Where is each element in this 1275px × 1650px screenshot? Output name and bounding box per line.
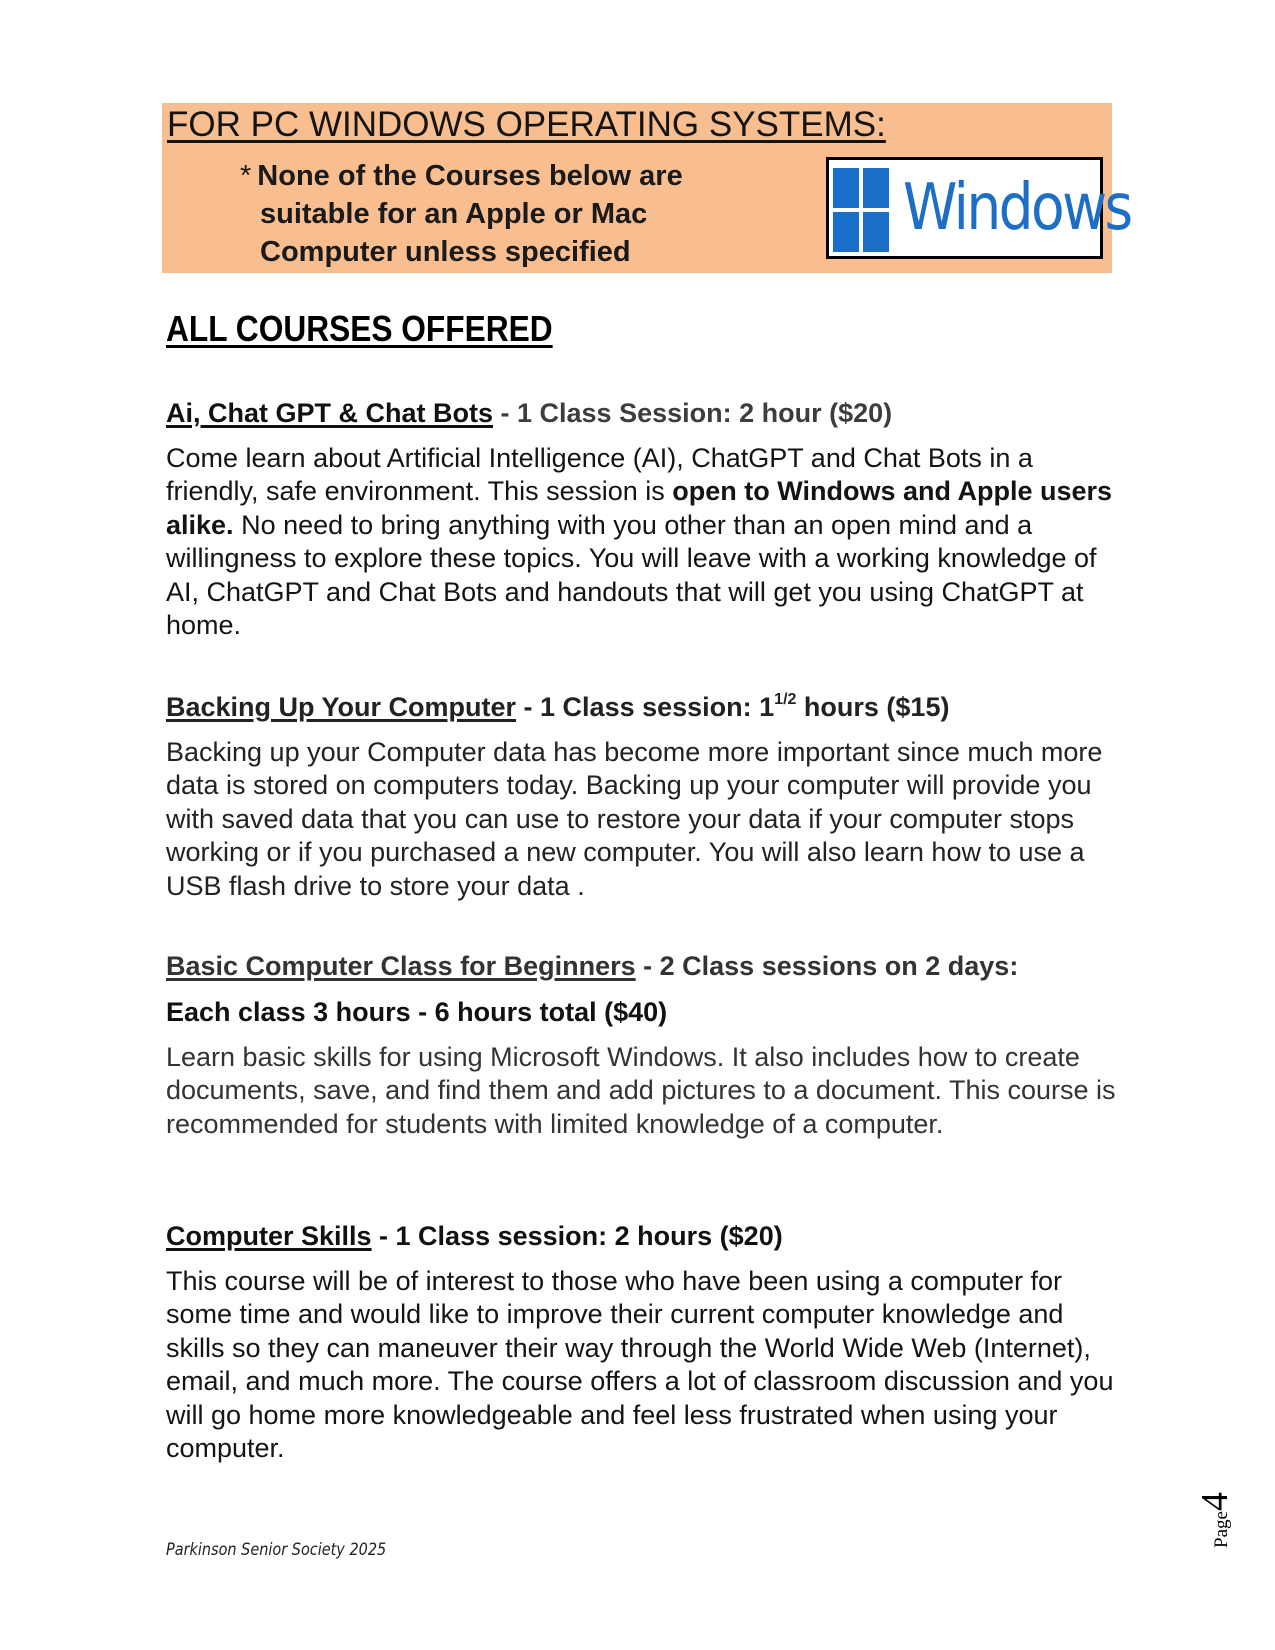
course-description xyxy=(166,442,1116,642)
page-label: Page xyxy=(1211,1511,1232,1548)
description-emphasis: open to Windows and Apple users alike. xyxy=(166,476,1113,540)
course-heading xyxy=(166,690,1116,724)
course-name: Basic Computer Class for Beginners xyxy=(166,951,636,981)
footer-text: Parkinson Senior Society 2025 xyxy=(166,1540,387,1560)
os-banner xyxy=(162,103,1131,273)
course-description: This course will be of interest to those who have been using a computer for some time and would like to improve their current computer knowledge and skills so they can maneuver their way through the World Wide Web (Internet), email, and much more. The course offers a lot of classroom discussion and you will go home more knowledgeable and feel less frustrated when using your computer. xyxy=(166,1266,1114,1464)
windows-logo xyxy=(826,157,1131,259)
banner-note xyxy=(240,157,683,271)
banner-note-line-2: suitable for an Apple or Mac xyxy=(260,198,648,230)
course-subline: Each class 3 hours - 6 hours total ($40) xyxy=(166,997,668,1027)
course-details: - 1 Class session: 2 hours ($20) xyxy=(371,1221,783,1251)
asterisk: * xyxy=(240,160,252,192)
course-details: - 1 Class session: 1 xyxy=(516,692,775,722)
course-details-fraction: 1/2 xyxy=(774,691,797,708)
course-description: Learn basic skills for using Microsoft Windows. It also includes how to create documents, save, and find them and add pictures to a document. This course is recommended for students with limited knowledge of a computer. xyxy=(166,1042,1116,1139)
course-name: Backing Up Your Computer xyxy=(166,692,517,722)
page-number xyxy=(1193,1475,1237,1565)
section-title: ALL COURSES OFFERED xyxy=(166,308,553,349)
description-text: Come learn about Artificial Intelligence (AI), ChatGPT and Chat Bots in a friendly, safe environment. This session is xyxy=(166,443,1033,507)
banner-note-line-1 xyxy=(240,157,683,195)
windows-logo-text: Windows xyxy=(903,171,1131,245)
course-name: Ai, Chat GPT & Chat Bots xyxy=(166,398,494,428)
banner-note-text-1: None of the Courses below are xyxy=(257,160,683,192)
course-heading xyxy=(166,396,1116,430)
banner-title: FOR PC WINDOWS OPERATING SYSTEMS: xyxy=(167,105,886,144)
course-details: - 1 Class Session: 2 hour ($20) xyxy=(493,398,893,428)
course-computer-skills xyxy=(166,1219,1116,1465)
course-description: Backing up your Computer data has become more important since much more data is stored on computers today. Backing up your computer will provide you with saved data that you can use to restore your data if your computer stops working or if you purchased a new computer. You will also learn how to use a USB flash drive to store your data . xyxy=(166,737,1103,901)
windows-logo-icon xyxy=(833,168,889,252)
course-basic-beginners xyxy=(166,949,1116,1141)
course-heading xyxy=(166,1219,1116,1253)
page-number-value: 4 xyxy=(1194,1492,1236,1512)
course-backup xyxy=(166,690,1116,903)
course-details: - 2 Class sessions on 2 days: xyxy=(635,951,1019,981)
banner-note-line-3: Computer unless specified xyxy=(260,236,631,268)
course-heading xyxy=(166,949,1116,983)
course-details-end: hours ($15) xyxy=(796,692,950,722)
description-text: No need to bring anything with you other than an open mind and a willingness to explore these topics. You will leave with a working knowledge of AI, ChatGPT and Chat Bots and handouts that will get you using ChatGPT at home. xyxy=(166,509,1097,641)
course-ai-chatgpt xyxy=(166,396,1116,642)
course-name: Computer Skills xyxy=(166,1221,372,1251)
